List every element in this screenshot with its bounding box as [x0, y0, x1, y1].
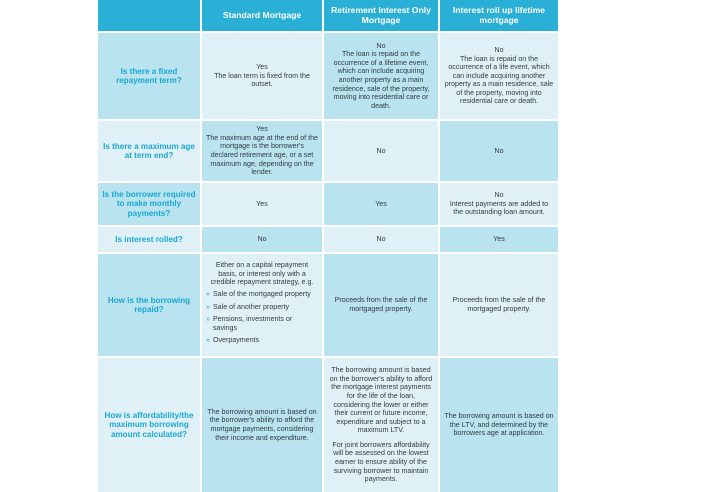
rio-affordability-paragraph-1: The borrowing amount is based on the borrower's ability to afford the mortgage interest payments for the life of the loan, considering the lower or either their current or future income, expenditure and subject to a maximum LTV. — [329, 366, 433, 435]
list-item: » Pensions, investments or savings — [206, 315, 293, 332]
question-borrowing-repaid: How is the borrowing repaid? — [98, 254, 200, 356]
bullet-glyph: » — [206, 315, 210, 324]
rio-affordability-paragraph-2: For joint borrowers affordability will be assessed on the lowest earner to ensure ability of the surviving borrower to maintain payments. — [332, 440, 430, 484]
answer-standard-max-age: Yes The maximum age at the end of the mortgage is the borrower's declared retirement age, or a set maximum age, depending on the lender. — [202, 121, 322, 181]
answer-rio-fixed-term: No The loan is repaid on the occurrence of a lifetime event, which can include acquiring another property as a main residence, sale of the property, moving into residential care or death. — [324, 33, 438, 119]
answer-lifetime-max-age: No — [440, 121, 558, 181]
question-interest-rolled: Is interest rolled? — [98, 227, 200, 252]
answer-rio-borrowing-repaid: Proceeds from the sale of the mortgaged property. — [324, 254, 438, 356]
answer-rio-max-age: No — [324, 121, 438, 181]
question-max-age: Is there a maximum age at term end? — [98, 121, 200, 181]
answer-rio-interest-rolled: No — [324, 227, 438, 252]
answer-lifetime-fixed-term: No The loan is repaid on the occurrence of a life event, which can include acquiring another property as a main residence, sale of the property, moving into residential care or death. — [440, 33, 558, 119]
list-item: » Overpayments — [206, 336, 260, 345]
repayment-options-list — [206, 290, 318, 349]
list-item: » Sale of the mortgaged property — [206, 289, 311, 298]
question-monthly-payments: Is the borrower required to make monthly payments? — [98, 183, 200, 225]
header-retirement-interest-only: Retirement Interest Only Mortgage — [324, 0, 438, 31]
bullet-glyph: » — [206, 289, 210, 298]
bullet-glyph: » — [206, 302, 210, 311]
header-standard-mortgage: Standard Mortgage — [202, 0, 322, 31]
header-interest-roll-up: Interest roll up lifetime mortgage — [440, 0, 558, 31]
answer-rio-affordability — [324, 358, 438, 492]
answer-lifetime-interest-rolled: Yes — [440, 227, 558, 252]
bullet-glyph: » — [206, 336, 210, 345]
question-fixed-term: Is there a fixed repayment term? — [98, 33, 200, 119]
answer-standard-borrowing-repaid — [202, 254, 322, 356]
answer-standard-fixed-term: Yes The loan term is fixed from the outset. — [202, 33, 322, 119]
question-affordability: How is affordability/the maximum borrowing amount calculated? — [98, 358, 200, 492]
answer-lifetime-affordability: The borrowing amount is based on the LTV, and determined by the borrowers age at application. — [440, 358, 558, 492]
comparison-table — [98, 0, 558, 484]
answer-standard-interest-rolled: No — [202, 227, 322, 252]
answer-standard-monthly-payments: Yes — [202, 183, 322, 225]
answer-lifetime-monthly-payments: No Interest payments are added to the outstanding loan amount. — [440, 183, 558, 225]
answer-rio-monthly-payments: Yes — [324, 183, 438, 225]
answer-standard-affordability: The borrowing amount is based on the borrower's ability to afford the mortgage payments, considering their income and expenditure. — [202, 358, 322, 492]
answer-lifetime-borrowing-repaid: Proceeds from the sale of the mortgaged property. — [440, 254, 558, 356]
list-item: » Sale of another property — [206, 302, 290, 311]
repaid-intro-text: Either on a capital repayment basis, or interest only with a credible repayment strategy, e.g. — [210, 261, 314, 287]
header-blank-cell — [98, 0, 200, 31]
